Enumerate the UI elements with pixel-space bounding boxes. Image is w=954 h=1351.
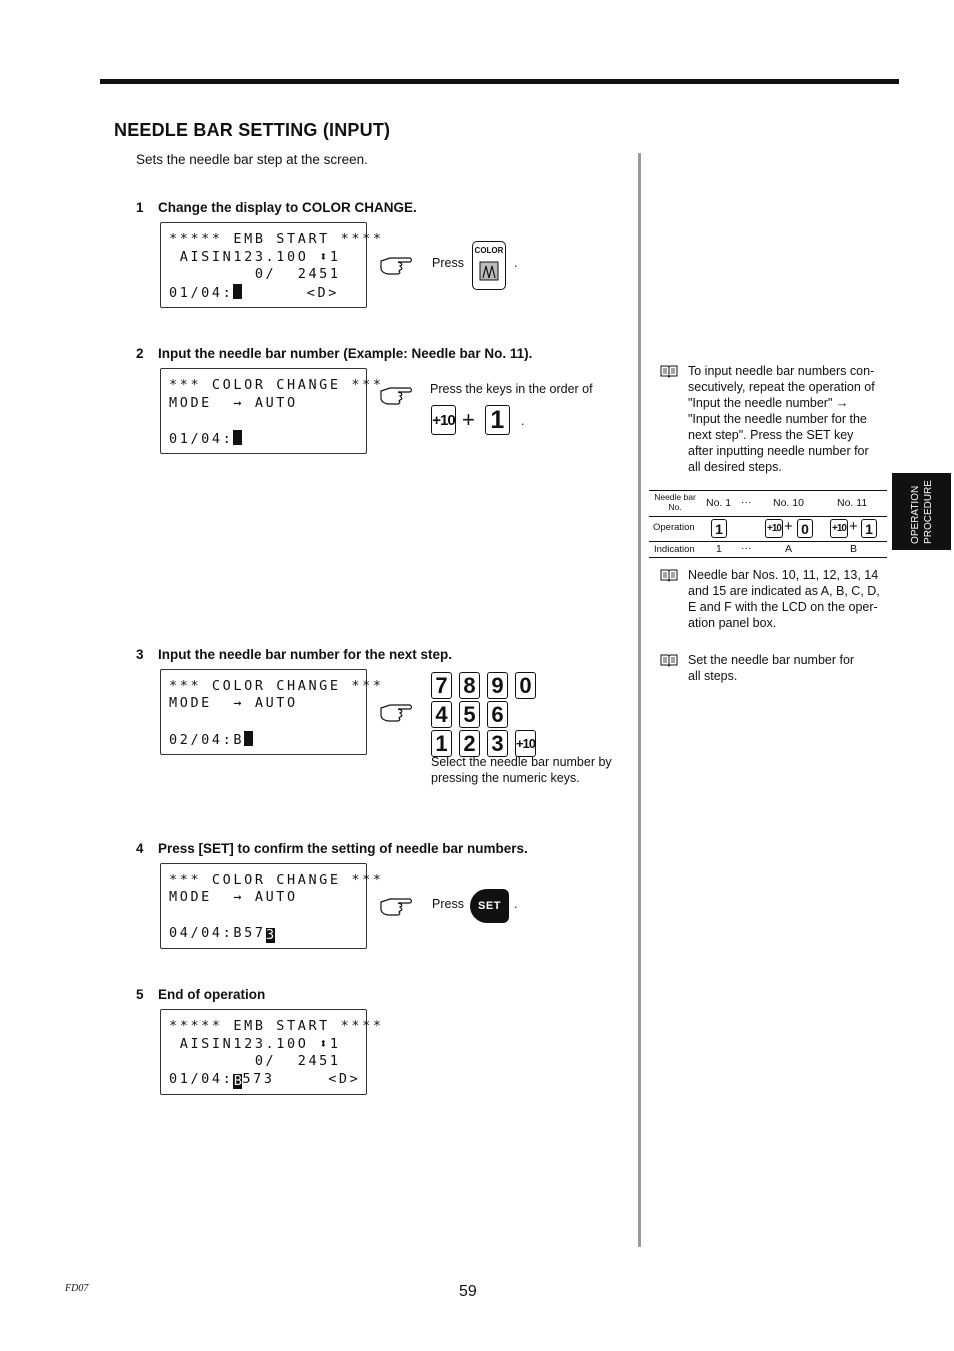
updown-arrow-icon: ⬍ bbox=[319, 1036, 330, 1052]
table-header-no1: No. 1 bbox=[706, 497, 732, 509]
set-key-button[interactable]: SET bbox=[470, 889, 509, 923]
key-6[interactable]: 6 bbox=[487, 701, 508, 728]
lcd-line: 0/ 2451 bbox=[169, 266, 341, 282]
period: . bbox=[521, 414, 525, 428]
lcd-line: 0/ 2451 bbox=[169, 1053, 341, 1069]
right-arrow-icon: → bbox=[233, 889, 245, 905]
key-0: 0 bbox=[797, 519, 813, 538]
column-divider bbox=[638, 153, 641, 1247]
lcd-display-1 bbox=[160, 222, 384, 308]
key-0[interactable]: 0 bbox=[515, 672, 536, 699]
plus-sign: + bbox=[784, 518, 793, 535]
key-9[interactable]: 9 bbox=[487, 672, 508, 699]
pointing-hand-icon bbox=[380, 895, 414, 917]
right-arrow-icon: → bbox=[233, 395, 245, 411]
lcd-cursor: 3 bbox=[265, 927, 275, 943]
plus10-key[interactable]: +10 bbox=[515, 730, 536, 757]
note-book-icon bbox=[660, 364, 678, 378]
color-key-label: COLOR bbox=[474, 246, 504, 255]
plus10-key: +10 bbox=[765, 519, 783, 538]
note-book-icon bbox=[660, 653, 678, 667]
table-indication-no11: B bbox=[850, 543, 858, 555]
lcd-line: 04/04:B573 bbox=[169, 925, 275, 943]
lcd-line: 02/04:B bbox=[169, 731, 253, 748]
lcd-display-2 bbox=[160, 368, 384, 454]
key-1: 1 bbox=[711, 519, 727, 538]
period: . bbox=[514, 256, 518, 270]
note-book-icon bbox=[660, 568, 678, 582]
lcd-line: AISIN123.10O ⬍1 bbox=[169, 249, 341, 265]
plus10-key[interactable]: +10 bbox=[431, 405, 456, 435]
section-title: NEEDLE BAR SETTING (INPUT) bbox=[114, 120, 391, 140]
key-1[interactable]: 1 bbox=[485, 405, 510, 435]
period: . bbox=[514, 897, 518, 911]
needle-bar-table bbox=[649, 490, 887, 558]
lcd-line: *** COLOR CHANGE *** bbox=[169, 377, 384, 393]
lcd-line: 01/04: bbox=[169, 430, 242, 447]
lcd-display-3 bbox=[160, 669, 384, 755]
step-3-caption: Select the needle bar number by pressing the numeric keys. bbox=[431, 755, 612, 785]
press-label: Press bbox=[432, 256, 464, 270]
pointing-hand-icon bbox=[380, 701, 414, 723]
lcd-display-5 bbox=[160, 1009, 384, 1095]
thread-spool-icon bbox=[479, 260, 499, 282]
table-ellipsis: ··· bbox=[741, 496, 752, 508]
key-3[interactable]: 3 bbox=[487, 730, 508, 757]
table-indication-no1: 1 bbox=[716, 543, 722, 555]
key-5[interactable]: 5 bbox=[459, 701, 480, 728]
key-2[interactable]: 2 bbox=[459, 730, 480, 757]
step-2-instruction: Press the keys in the order of bbox=[430, 382, 593, 396]
lcd-line: AISIN123.10O ⬍1 bbox=[169, 1036, 341, 1052]
lcd-line: *** COLOR CHANGE *** bbox=[169, 872, 384, 888]
table-indication-no10: A bbox=[785, 543, 793, 555]
lcd-cursor: B bbox=[233, 1073, 242, 1089]
side-tab-operation-procedure: OPERATION PROCEDURE bbox=[892, 473, 951, 550]
table-header-no10: No. 10 bbox=[773, 497, 804, 509]
right-arrow-icon: → bbox=[233, 695, 245, 711]
table-row-operation-label: Operation bbox=[653, 522, 695, 533]
key-1[interactable]: 1 bbox=[431, 730, 452, 757]
note-needle-letters: Needle bar Nos. 10, 11, 12, 13, 14 and 15 are indicated as A, B, C, D, E and F with the LCD on the oper- ation panel box. bbox=[688, 568, 880, 630]
table-header-no11: No. 11 bbox=[837, 497, 868, 509]
lcd-cursor bbox=[244, 731, 253, 746]
plus-sign: + bbox=[462, 407, 475, 432]
lcd-cursor bbox=[233, 430, 242, 445]
page-number: 59 bbox=[459, 1283, 477, 1300]
note-all-steps: Set the needle bar number for all steps. bbox=[688, 653, 855, 683]
color-key-button[interactable] bbox=[472, 241, 506, 290]
plus-sign: + bbox=[849, 518, 858, 535]
note-consecutive-input: To input needle bar numbers con- secutively, repeat the operation of "Input the needle number" → "Input the needle number for the next step". Press the SET key after inputting needle number for all desired steps. bbox=[688, 364, 875, 474]
step-2-key-sequence bbox=[431, 405, 510, 435]
key-8[interactable]: 8 bbox=[459, 672, 480, 699]
lcd-line: MODE → AUTO bbox=[169, 695, 298, 711]
press-label: Press bbox=[432, 897, 464, 911]
numeric-keypad bbox=[431, 672, 536, 757]
lcd-line: 01/04:B573 <D> bbox=[169, 1071, 361, 1089]
table-row-indication-label: Indication bbox=[654, 544, 695, 555]
pointing-hand-icon bbox=[380, 254, 414, 276]
key-1: 1 bbox=[861, 519, 877, 538]
table-header-label: Needle bar No. bbox=[654, 492, 696, 512]
table-ellipsis: ··· bbox=[741, 542, 752, 554]
lcd-line: ***** EMB START **** bbox=[169, 1018, 384, 1034]
lcd-line: 01/04: <D> bbox=[169, 285, 339, 301]
updown-arrow-icon: ⬍ bbox=[319, 249, 330, 265]
key-7[interactable]: 7 bbox=[431, 672, 452, 699]
intro-text: Sets the needle bar step at the screen. bbox=[136, 152, 368, 167]
lcd-display-4 bbox=[160, 863, 384, 949]
lcd-line: MODE → AUTO bbox=[169, 395, 298, 411]
lcd-line: ***** EMB START **** bbox=[169, 231, 384, 247]
key-4[interactable]: 4 bbox=[431, 701, 452, 728]
top-rule bbox=[100, 79, 899, 84]
footer-code: FD07 bbox=[65, 1283, 89, 1294]
pointing-hand-icon bbox=[380, 384, 414, 406]
lcd-line: MODE → AUTO bbox=[169, 889, 298, 905]
lcd-line: *** COLOR CHANGE *** bbox=[169, 678, 384, 694]
plus10-key: +10 bbox=[830, 519, 848, 538]
